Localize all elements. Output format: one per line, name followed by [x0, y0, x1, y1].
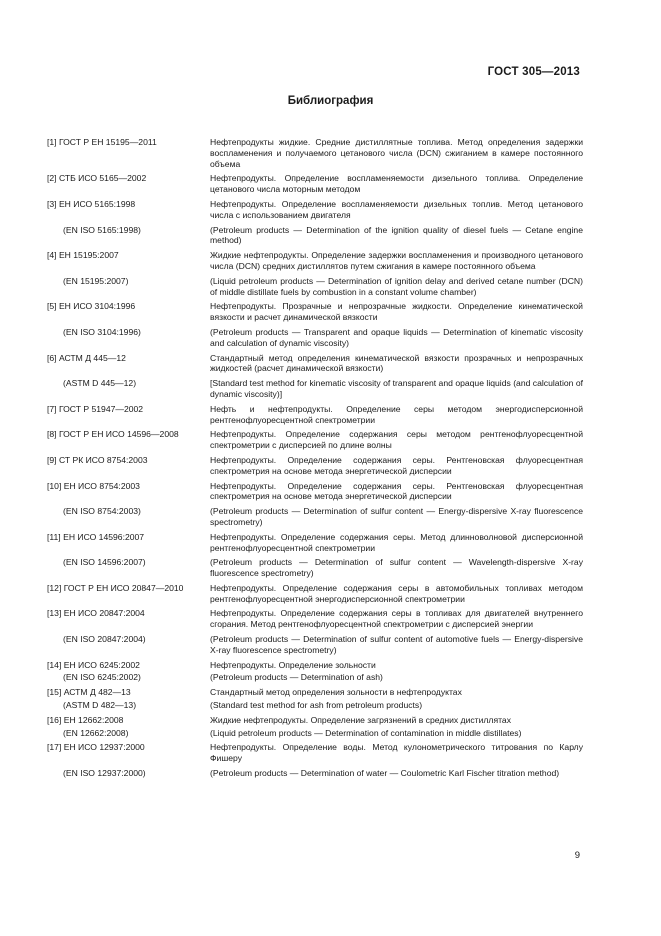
entry-reference: [17] ЕН ИСО 12937:2000: [47, 742, 145, 753]
page-title: Библиография: [287, 95, 374, 107]
entry-description: (Liquid petroleum products — Determination of contamination in middle distillates): [210, 727, 522, 738]
entry-reference: [13] ЕН ИСО 20847:2004: [47, 608, 145, 619]
bibliography-entry-translation: [47, 557, 583, 579]
entry-reference: [5] ЕН ИСО 3104:1996: [47, 301, 136, 312]
entry-description: Нефть и нефтепродукты. Определение серы методом энергодисперсионной рентгенофлуоресцентной спектрометрии: [210, 403, 583, 425]
bibliography-entry-translation: [47, 327, 583, 349]
entry-description: Нефтепродукты. Определение зольности: [210, 659, 376, 670]
bibliography-entry: [47, 481, 583, 503]
bibliography-entry: [47, 353, 583, 375]
entry-reference: [10] ЕН ИСО 8754:2003: [47, 480, 140, 491]
entry-description: Жидкие нефтепродукты. Определение загрязнений в средних дистиллятах: [210, 714, 512, 725]
page-number: 9: [574, 850, 580, 861]
bibliography-entry-translation: [47, 768, 583, 779]
bibliography-entry: [47, 687, 583, 698]
bibliography-entry-translation: [47, 700, 583, 711]
entry-reference: [12] ГОСТ Р ЕН ИСО 20847—2010: [47, 582, 184, 593]
entry-description: Нефтепродукты. Определение содержания серы в автомобильных топливах методом рентгенофлуоресцентной энергодисперсионной спектрометрии: [210, 582, 583, 604]
entry-description: (Petroleum products — Determination of water — Coulometric Karl Fischer titration method): [210, 768, 560, 779]
bibliography-entry-translation: [47, 728, 583, 739]
bibliography-entry: [47, 532, 583, 554]
bibliography-list: [47, 137, 583, 779]
entry-reference: (EN 12662:2008): [63, 727, 129, 738]
entry-reference: [15] АСТМ Д 482—13: [47, 687, 131, 698]
entry-reference: (EN ISO 3104:1996): [63, 326, 141, 337]
entry-description: (Standard test method for ash from petroleum products): [210, 700, 423, 711]
bibliography-entry: [47, 137, 583, 169]
entry-description: Нефтепродукты. Определение воды. Метод кулонометрического титрования по Карлу Фишеру: [210, 742, 583, 764]
bibliography-entry: [47, 715, 583, 726]
bibliography-entry: [47, 583, 583, 605]
entry-reference: [9] СТ РК ИСО 8754:2003: [47, 454, 148, 465]
bibliography-entry: [47, 455, 583, 477]
entry-description: Нефтепродукты. Определение содержания серы. Рентгеновская флуоресцентная спектрометрия на основе метода энергетической дисперсии: [210, 480, 583, 502]
entry-description: Жидкие нефтепродукты. Определение задержки воспламенения и производного цетанового числа (DCN) средних дистиллятов путем сжигания в камере постоянного объема: [210, 250, 583, 271]
bibliography-entry: [47, 429, 583, 451]
bibliography-entry-translation: [47, 506, 583, 528]
entry-reference: [14] ЕН ИСО 6245:2002: [47, 659, 140, 670]
entry-description: (Liquid petroleum products — Determination of ignition delay and derived cetane number (DCN) of middle distillate fuels by combustion in a constant volume chamber): [210, 275, 583, 297]
bibliography-entry: [47, 250, 583, 272]
bibliography-entry: [47, 742, 583, 764]
entry-reference: (EN ISO 6245:2002): [63, 672, 141, 683]
entry-description: Стандартный метод определения кинематической вязкости прозрачных и непрозрачных жидкостей (расчет динамической вязкости): [210, 352, 583, 374]
bibliography-entry: [47, 608, 583, 630]
entry-description: Нефтепродукты. Определение содержания серы в топливах для двигателей внутреннего сгорания. Метод рентгенофлуоресцентной спектрометрии с дисперсией энергии: [210, 608, 583, 630]
entry-reference: (EN ISO 20847:2004): [63, 634, 146, 645]
bibliography-entry-translation: [47, 672, 583, 683]
entry-description: Нефтепродукты. Определение воспламеняемости дизельного топлива. Определение цетанового числа моторным методом: [210, 173, 583, 195]
entry-reference: [3] ЕН ИСО 5165:1998: [47, 198, 136, 209]
entry-description: (Petroleum products — Determination of sulfur content — Wavelength-dispersive X-ray fluorescence spectrometry): [210, 557, 583, 579]
bibliography-entry-translation: [47, 634, 583, 656]
entry-description: [Standard test method for kinematic viscosity of transparent and opaque liquids (and calculation of dynamic viscosity)]: [210, 378, 583, 399]
entry-reference: (ASTM D 445—12): [63, 378, 137, 389]
document-code: ГОСТ 305—2013: [487, 66, 580, 78]
bibliography-entry-translation: [47, 276, 583, 298]
entry-reference: [6] АСТМ Д 445—12: [47, 352, 126, 363]
entry-description: (Petroleum products — Determination of sulfur content of automotive fuels — Energy-dispersive X-ray fluorescence spectrometry): [210, 634, 583, 655]
entry-description: (Petroleum products — Determination of sulfur content — Energy-dispersive X-ray fluorescence spectrometry): [210, 506, 583, 527]
entry-reference: [11] ЕН ИСО 14596:2007: [47, 531, 145, 542]
entry-description: Нефтепродукты жидкие. Средние дистиллятные топлива. Метод определения задержки воспламенения и получаемого цетанового числа (DCN) сжиганием в камере постоянного объема: [210, 137, 583, 169]
entry-reference: [1] ГОСТ Р ЕН 15195—2011: [47, 137, 157, 147]
entry-reference: (EN ISO 14596:2007): [63, 557, 146, 568]
entry-description: Стандартный метод определения зольности в нефтепродуктах: [210, 687, 462, 698]
bibliography-entry: [47, 404, 583, 426]
entry-reference: [7] ГОСТ Р 51947—2002: [47, 403, 144, 414]
entry-reference: (EN 15195:2007): [63, 275, 129, 286]
entry-description: (Petroleum products — Determination of ash): [210, 672, 383, 683]
entry-reference: [8] ГОСТ Р ЕН ИСО 14596—2008: [47, 429, 179, 440]
bibliography-entry: [47, 660, 583, 671]
entry-reference: (EN ISO 5165:1998): [63, 224, 141, 235]
entry-reference: [4] ЕН 15195:2007: [47, 250, 119, 261]
bibliography-entry-translation: [47, 225, 583, 247]
entry-reference: [16] ЕН 12662:2008: [47, 714, 124, 725]
bibliography-entry: [47, 199, 583, 221]
bibliography-entry: [47, 301, 583, 323]
bibliography-entry: [47, 173, 583, 195]
entry-description: Нефтепродукты. Определение содержания серы. Рентгеновская флуоресцентная спектрометрия на основе метода энергетической дисперсии: [210, 454, 583, 476]
entry-reference: (EN ISO 12937:2000): [63, 768, 146, 779]
entry-reference: (ASTM D 482—13): [63, 700, 137, 711]
entry-description: (Petroleum products — Transparent and opaque liquids — Determination of kinematic viscosity and calculation of dynamic viscosity): [210, 326, 583, 348]
bibliography-entry-translation: [47, 378, 583, 400]
entry-description: Нефтепродукты. Определение содержания серы. Метод длинноволновой дисперсионной рентгенофлуоресцентной спектрометрии: [210, 531, 583, 553]
entry-description: (Petroleum products — Determination of the ignition quality of diesel fuels — Cetane engine method): [210, 224, 583, 246]
entry-description: Нефтепродукты. Определение воспламеняемости дизельных топлив. Метод цетанового числа с использованием двигателя: [210, 198, 583, 220]
entry-reference: [2] СТБ ИСО 5165—2002: [47, 173, 147, 184]
entry-reference: (EN ISO 8754:2003): [63, 506, 141, 517]
entry-description: Нефтепродукты. Определение содержания серы методом рентгенофлуоресцентной спектрометрии с дисперсией по длине волны: [210, 429, 583, 451]
entry-description: Нефтепродукты. Прозрачные и непрозрачные жидкости. Определение кинематической вязкости и расчет динамической вязкости: [210, 301, 583, 323]
